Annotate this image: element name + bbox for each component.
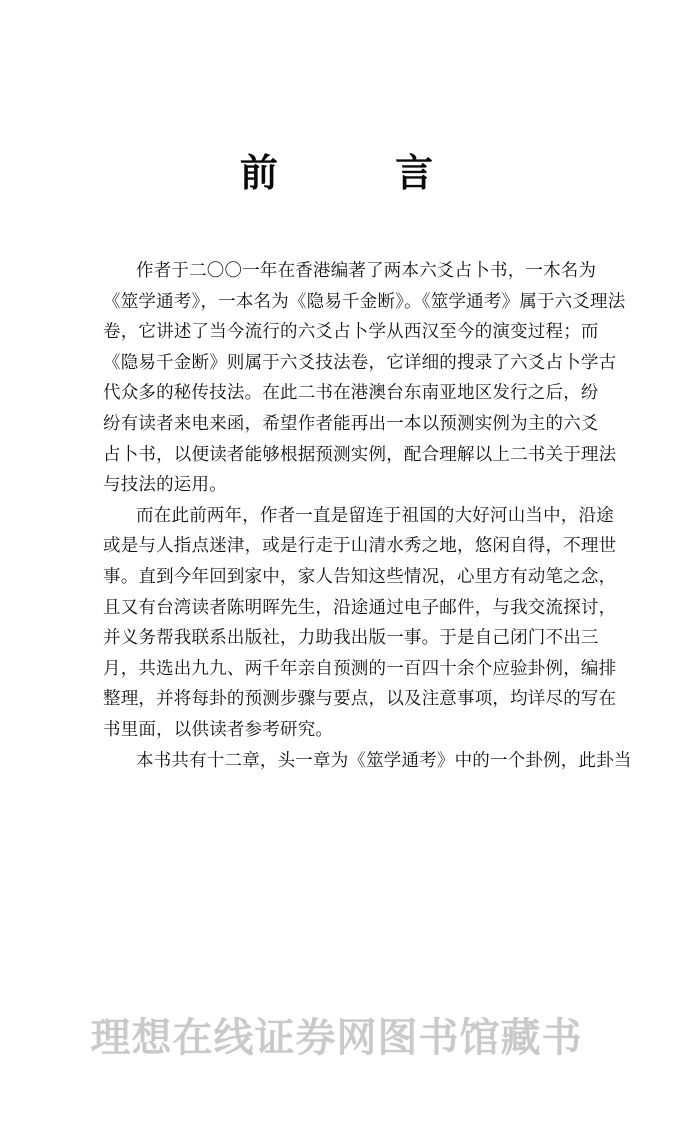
text-line: 《隐易千金断》则属于六爻技法卷，它详细的搜录了六爻占卜学古 bbox=[103, 352, 617, 373]
text-line: 与技法的运用。 bbox=[103, 475, 227, 496]
text-line: 而在此前两年，作者一直是留连于祖国的大好河山当中，沿途 bbox=[136, 505, 614, 526]
text-line: 作者于二〇〇一年在香港编著了两本六爻占卜书，一木名为 bbox=[136, 261, 597, 281]
text-line: 《筮学通考》，一本名为《隐易千金断》。《筮学通考》属于六爻理法 bbox=[103, 291, 626, 312]
text-line: 代众多的秘传技法。在此二书在港澳台东南亚地区发行之后，纷 bbox=[103, 383, 599, 404]
page-title: 前 言 bbox=[239, 151, 486, 195]
text-line: 占卜书，以便读者能够根据预测实例，配合理解以上二书关于理法 bbox=[103, 444, 617, 465]
text-line: 纷有读者来电来函，希望作者能再出一本以预测实例为主的六爻 bbox=[103, 413, 599, 434]
text-line: 月，共选出九九、两千年亲自预测的一百四十余个应验卦例，编排 bbox=[103, 658, 617, 679]
text-line: 且又有台湾读者陈明晖先生，沿途通过电子邮件，与我交流探讨， bbox=[103, 597, 617, 618]
text-line: 整理，并将每卦的预测步骤与要点，以及注意事项，均详尽的写在 bbox=[103, 689, 617, 710]
text-line: 或是与人指点迷津，或是行走于山清水秀之地，悠闲自得，不理世 bbox=[103, 536, 617, 557]
text-line: 事。直到今年回到家中，家人告知这些情况，心里方有动笔之念， bbox=[103, 566, 617, 587]
text-line: 并义务帮我联系出版社，力助我出版一事。于是自己闭门不出三 bbox=[103, 628, 599, 649]
text-line: 本书共有十二章，头一章为《筮学通考》中的一个卦例，此卦当 bbox=[136, 750, 632, 771]
text-line: 书里面，以供读者参考研究。 bbox=[103, 719, 334, 740]
library-watermark: 理想在线证券网图书馆藏书 bbox=[90, 1015, 583, 1061]
preface-body bbox=[103, 256, 651, 776]
text-line: 卷，它讲述了当今流行的六爻占卜学从西汉至今的演变过程；而 bbox=[103, 322, 599, 343]
